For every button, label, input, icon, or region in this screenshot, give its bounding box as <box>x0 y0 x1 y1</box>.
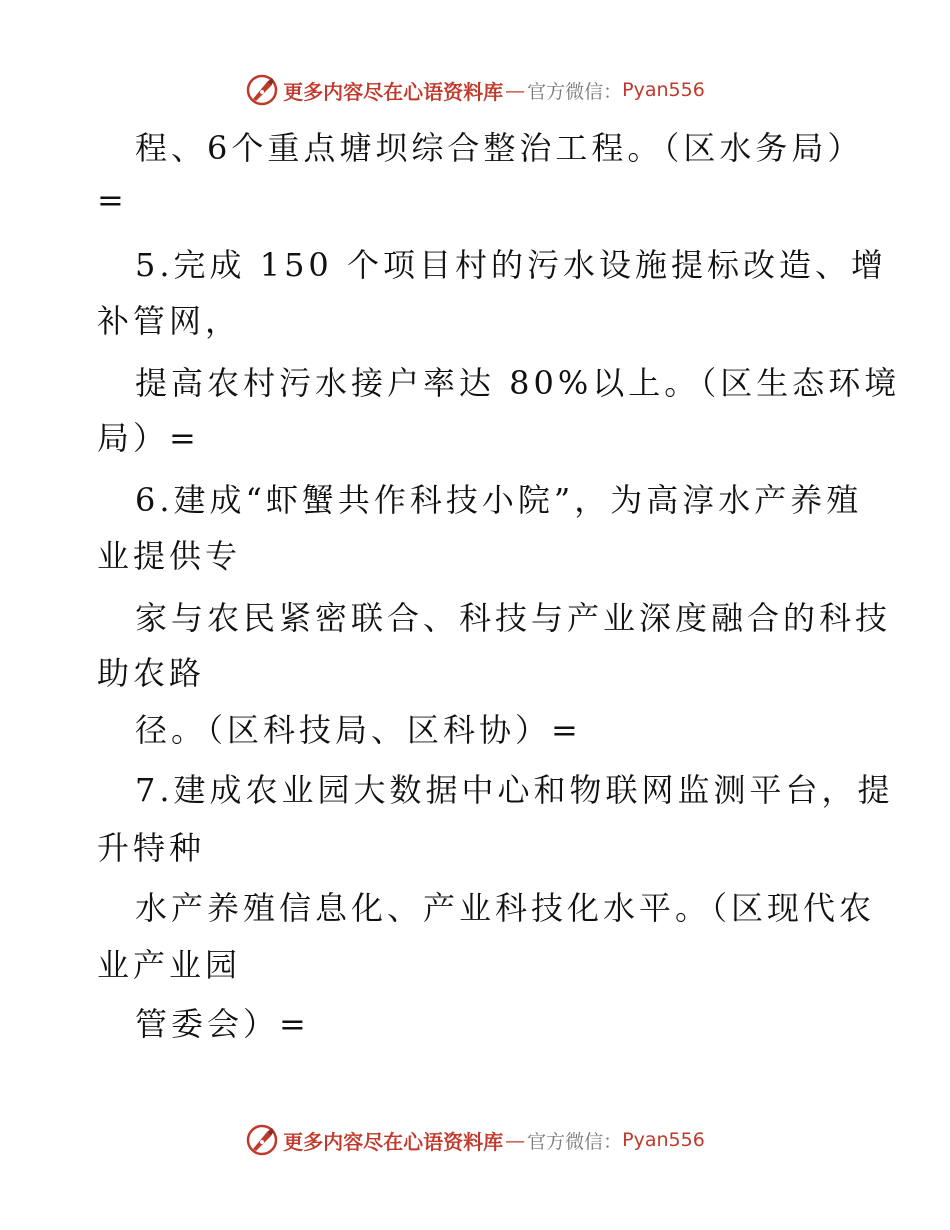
pen-nib-logo-icon <box>245 1123 279 1157</box>
body-line: 提高农村污水接户率达 80%以上。（区生态环境 <box>135 364 901 402</box>
banner-brand-text: 更多内容尽在心语资料库 <box>283 79 504 104</box>
body-line: 业提供专 <box>97 537 242 575</box>
body-line: 程、6个重点塘坝综合整治工程。（区水务局） <box>135 129 864 167</box>
banner-wechat-label: 官方微信： <box>527 1130 623 1153</box>
body-line: 局）= <box>97 419 200 457</box>
body-line: 5.完成 150 个项目村的污水设施提标改造、增 <box>135 246 887 284</box>
banner-wechat-label: 官方微信： <box>527 80 623 103</box>
pen-nib-logo-icon <box>245 73 279 107</box>
footer-banner <box>0 1120 950 1160</box>
banner-wechat-id: Pyan556 <box>622 1129 705 1151</box>
body-line: 助农路 <box>97 654 206 692</box>
body-line: 7.建成农业园大数据中心和物联网监测平台，提 <box>135 771 894 809</box>
body-line: 家与农民紧密联合、科技与产业深度融合的科技 <box>135 599 892 637</box>
banner-separator: — <box>505 78 526 102</box>
body-line: 水产养殖信息化、产业科技化水平。（区现代农 <box>135 889 876 927</box>
body-line: 管委会）= <box>135 1005 310 1043</box>
body-line: 径。（区科技局、区科协）= <box>135 711 582 749</box>
body-line: 补管网， <box>97 302 242 340</box>
body-line: 业产业园 <box>97 946 242 984</box>
banner-separator: — <box>505 1128 526 1152</box>
banner-brand-text: 更多内容尽在心语资料库 <box>283 1129 504 1154</box>
header-banner <box>0 70 950 110</box>
body-line: = <box>97 181 128 219</box>
body-line: 升特种 <box>97 829 206 867</box>
body-line: 6.建成“虾蟹共作科技小院”，为高淳水产养殖 <box>135 481 863 519</box>
banner-wechat-id: Pyan556 <box>622 79 705 101</box>
